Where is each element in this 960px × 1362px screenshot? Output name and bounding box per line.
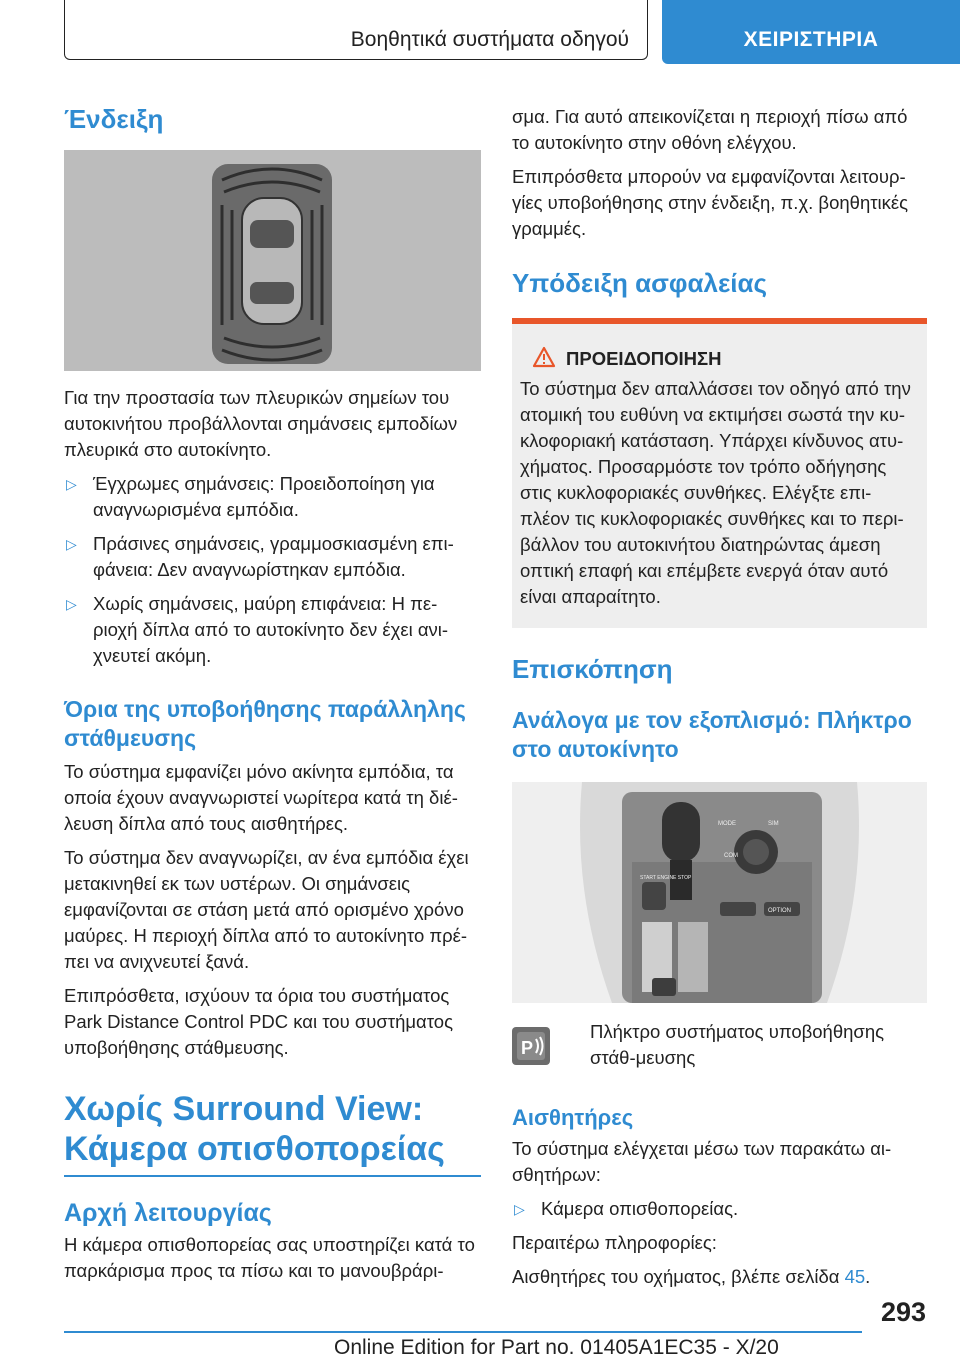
section-title: ΧΕΙΡΙΣΤΗΡΙΑ xyxy=(743,28,879,51)
heading-display: Ένδειξη xyxy=(64,104,164,134)
paragraph: Το σύστημα δεν αναγνωρίζει, αν ένα εμπόδια έχει μετακινηθεί εκ των υστέρων. Οι σημάνσεις εμφανίζονται σε στάση μετά από ορισμένο χρόνο μαύρες. Η περιοχή δίπλα από το αυτοκίνητο πρέ-πει να ανιχνευτεί ξανά. xyxy=(64,847,469,972)
paragraph: σμα. Για αυτό απεικονίζεται η περιοχή πίσω από το αυτοκίνητο στην οθόνη ελέγχου. xyxy=(512,106,908,153)
chapter-title: Βοηθητικά συστήματα οδηγού xyxy=(350,28,629,51)
footer-rule xyxy=(64,1331,862,1333)
warning-title: ΠΡΟΕΙΔΟΠΟΙΗΣΗ xyxy=(566,348,722,369)
console-illustration xyxy=(512,782,927,1003)
heading-rule xyxy=(64,1175,481,1177)
paragraph: Το σύστημα εμφανίζει μόνο ακίνητα εμπόδια, τα οποία έχουν αναγνωριστεί νωρίτερα κατά τη διέ-λευση δίπλα από τους αισθητήρες. xyxy=(64,761,458,834)
arrow-icon: ▷ xyxy=(514,1201,525,1217)
heading-equipment: Ανάλογα με τον εξοπλισμό: Πλήκτρο στο αυτοκίνητο xyxy=(512,707,912,762)
console-label-com: COM xyxy=(724,853,738,859)
arrow-icon: ▷ xyxy=(66,536,77,552)
console-label-sim: SIM xyxy=(768,821,779,827)
heading-principle: Αρχή λειτουργίας xyxy=(64,1199,272,1227)
warning-box xyxy=(512,318,927,628)
page-link[interactable]: 45 xyxy=(844,1266,866,1287)
paragraph-reference: Αισθητήρες του οχήματος, βλέπε σελίδα 45. xyxy=(512,1266,871,1287)
section-tab xyxy=(662,0,960,64)
list-item: ▷ Έγχρωμες σημάνσεις: Προειδοποίηση για αναγνωρισμένα εμπόδια. xyxy=(66,473,435,520)
parking-display-illustration xyxy=(64,150,481,371)
console-label-option: OPTION xyxy=(768,908,792,914)
heading-limits: Όρια της υποβοήθησης παράλληλης στάθμευσης xyxy=(64,696,466,751)
left-column xyxy=(64,104,481,1292)
button-caption: Πλήκτρο συστήματος υποβοήθησης στάθ-μευσης xyxy=(590,1021,885,1068)
svg-text:P: P xyxy=(521,1038,534,1058)
footer-edition: Online Edition for Part no. 01405A1EC35 - X/20 xyxy=(334,1336,779,1359)
paragraph: Επιπρόσθετα, ισχύουν τα όρια του συστήματος Park Distance Control PDC και του συστήματος υποβοήθησης στάθμευσης. xyxy=(64,985,453,1058)
heading-rear-camera: Χωρίς Surround View: Κάμερα οπισθοπορείας xyxy=(64,1090,445,1168)
list-item: ▷ Πράσινες σημάνσεις, γραμμοσκιασμένη επι-φάνεια: Δεν αναγνωρίστηκαν εμπόδια. xyxy=(66,533,454,580)
console-label-mode: MODE xyxy=(718,821,736,827)
warning-text: Το σύστημα δεν απαλλάσσει τον οδηγό από την ατομική του ευθύνη να εκτιμήσει σωστά την κυ-κλοφοριακή κατάσταση. Υπάρχει κίνδυνος ατυ-χήματος. Προσαρμόστε τον τρόπο οδήγησης στις κυκλοφοριακές συνθήκες. Ελέγξτε επι-πλέον τις κυκλοφοριακές συνθήκες και το περι-βάλλον του αυτοκινήτου διατηρώντας άμεση οπτική επαφή και επέμβετε ενεργά όταν αυτό είναι απαραίτητο. xyxy=(520,378,911,607)
arrow-icon: ▷ xyxy=(66,476,77,492)
paragraph: Το σύστημα ελέγχεται μέσω των παρακάτω αι-σθητήρων: xyxy=(512,1138,892,1185)
list-item: ▷ Κάμερα οπισθοπορείας. xyxy=(512,1196,927,1222)
warning-triangle-icon xyxy=(532,346,556,368)
right-column xyxy=(512,104,927,1298)
page-header xyxy=(64,0,960,64)
chapter-tab xyxy=(64,0,648,60)
button-caption-row xyxy=(512,1019,927,1073)
paragraph: Η κάμερα οπισθοπορείας σας υποστηρίζει κατά το παρκάρισμα προς τα πίσω και το μανουβράρι- xyxy=(64,1234,475,1281)
paragraph: Περαιτέρω πληροφορίες: xyxy=(512,1232,717,1253)
arrow-icon: ▷ xyxy=(66,596,77,612)
heading-safety: Υπόδειξη ασφαλείας xyxy=(512,268,768,298)
side-view-display-image xyxy=(64,150,481,371)
paragraph: Για την προστασία των πλευρικών σημείων του αυτοκινήτου προβάλλονται σημάνσεις εμποδίων πλευρικά στο αυτοκίνητο. xyxy=(64,387,458,460)
parking-assist-button-icon xyxy=(512,1027,550,1065)
paragraph: Επιπρόσθετα μπορούν να εμφανίζονται λειτουρ-γίες υποβοήθησης στην ένδειξη, π.χ. βοηθητικές γραμμές. xyxy=(512,166,909,239)
heading-sensors: Αισθητήρες xyxy=(512,1105,634,1130)
console-label-start: START ENGINE STOP xyxy=(640,875,692,881)
list-item: ▷ Χωρίς σημάνσεις, μαύρη επιφάνεια: Η πε-ριοχή δίπλα από το αυτοκίνητο δεν έχει ανι-χνευτεί ακόμη. xyxy=(66,593,449,666)
heading-overview: Επισκόπηση xyxy=(512,654,673,684)
page-number: 293 xyxy=(880,1297,926,1327)
warning-header xyxy=(520,346,919,372)
center-console-image xyxy=(512,782,927,1003)
